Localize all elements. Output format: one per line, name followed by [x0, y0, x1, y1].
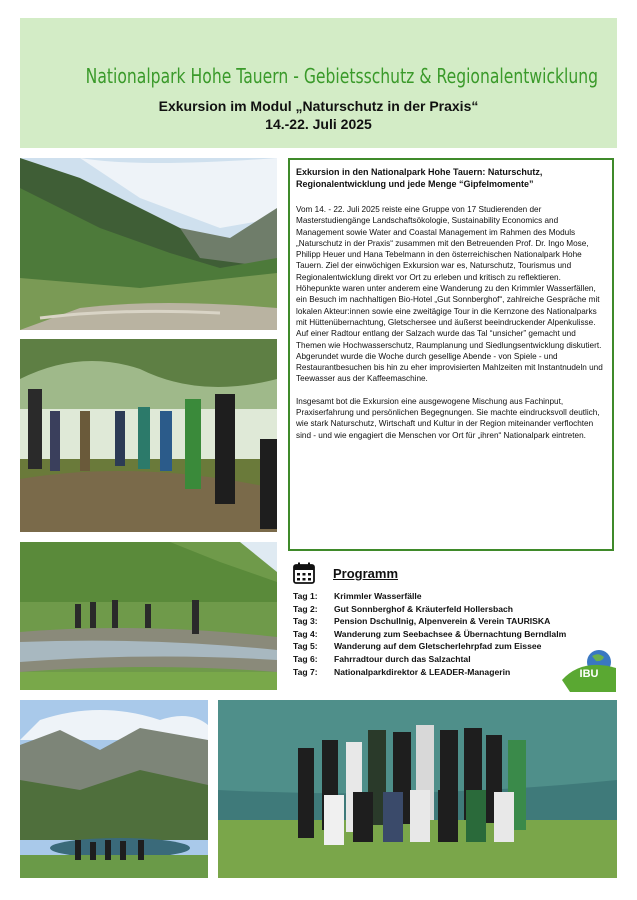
ibu-logo — [562, 648, 616, 692]
list-item: Tag 4: Wanderung zum Seebachsee & Übernachtung Berndlalm — [293, 628, 567, 639]
photo-group — [218, 700, 617, 878]
article-paragraph-3: Insgesamt bot die Exkursion eine ausgewogene Mischung aus Fachinput, Praxiserfahrung und persönlichen Begegnungen. Sie machte eindrucksvoll deutlich, wie stark Naturschutz, Wirtschaft und Kultur in der Region miteinander verflochten sind - und wie engagiert die Menschen vor Ort für „ihren“ Nationalpark eintreten. — [296, 396, 600, 440]
header-banner — [20, 18, 617, 148]
page-date: 14.-22. Juli 2025 — [265, 116, 372, 132]
list-item: Tag 3: Pension Dschullnig, Alpenverein & Verein TAURISKA — [293, 616, 551, 627]
article-paragraph-1: Vom 14. - 22. Juli 2025 reiste eine Gruppe von 17 Studierenden der Masterstudiengänge Landschaftsökologie, Sustainability Economics and Management sowie Water and Coastal Management im Rahmen des Moduls „Naturschutz in der Praxis“ zusammen mit den Betreuenden Prof. Dr. Ingo Mose, Philipp Heuer und Hana Tebelmann in den österreichischen Nationalpark Hohe Tauern. Ziel der einwöchigen Exkursion war es, Naturschutz, Tourismus und Regionalentwicklung direkt vor Ort zu erleben und kritisch zu reflektieren. — [296, 205, 589, 282]
article-box — [288, 158, 614, 551]
program-list — [293, 591, 567, 679]
list-item: Tag 6: Fahrradtour durch das Salzachtal — [293, 653, 471, 664]
article-title: Exkursion in den Nationalpark Hohe Tauern: Naturschutz, Regionalentwicklung und jede Menge “Gipfelmomente” — [296, 167, 543, 189]
page-subtitle: Exkursion im Modul „Naturschutz in der Praxis“ — [158, 98, 479, 114]
list-item: Tag 1: Krimmler Wasserfälle — [293, 591, 422, 601]
program-heading: Programm — [333, 566, 399, 581]
list-item: Tag 5: Wanderung auf dem Gletscherlehrpfad zum Eissee — [293, 641, 542, 652]
photo-valley — [20, 158, 277, 330]
logo-text: IBU — [579, 668, 599, 680]
list-item: Tag 2: Gut Sonnberghof & Kräuterfeld Hollersbach — [293, 603, 514, 614]
page-title: Nationalpark Hohe Tauern - Gebietsschutz & Regionalentwicklung — [85, 64, 599, 88]
photo-mountain-lake — [20, 700, 208, 878]
calendar-icon — [293, 562, 315, 584]
article-paragraph-2: Höhepunkte waren unter anderem eine Wanderung zu den Krimmler Wasserfällen, ein Besuch im nachhaltigen Bio-Hotel „Gut Sonnberghof“, zahlreiche Gespräche mit lokalen Akteur:innen sowie eine zweitägige Tour in die Kernzone des Nationalparks mit Hüttenübernachtung, Gletschersee und äußerst beeindruckender Alpenkulisse. Auf einer Radtour entlang der Salzach wurde das Tal “unsicher” gemacht und Themen wie Hochwasserschutz, Raumplanung und Siedlungsentwicklung diskutiert. Abgerundet wurde die Woche durch gesellige Abende - von Spiele - und Restaurantbesuchen bis hin zu eher improvisierten Mahlzeiten mit Instantnudeln und Teewasser aus der Kaffeemaschine. — [296, 284, 603, 384]
list-item: Tag 7: Nationalparkdirektor & LEADER-Managerin — [293, 666, 511, 677]
photo-river-crossing — [20, 542, 277, 690]
photo-hiking-group — [20, 339, 277, 532]
